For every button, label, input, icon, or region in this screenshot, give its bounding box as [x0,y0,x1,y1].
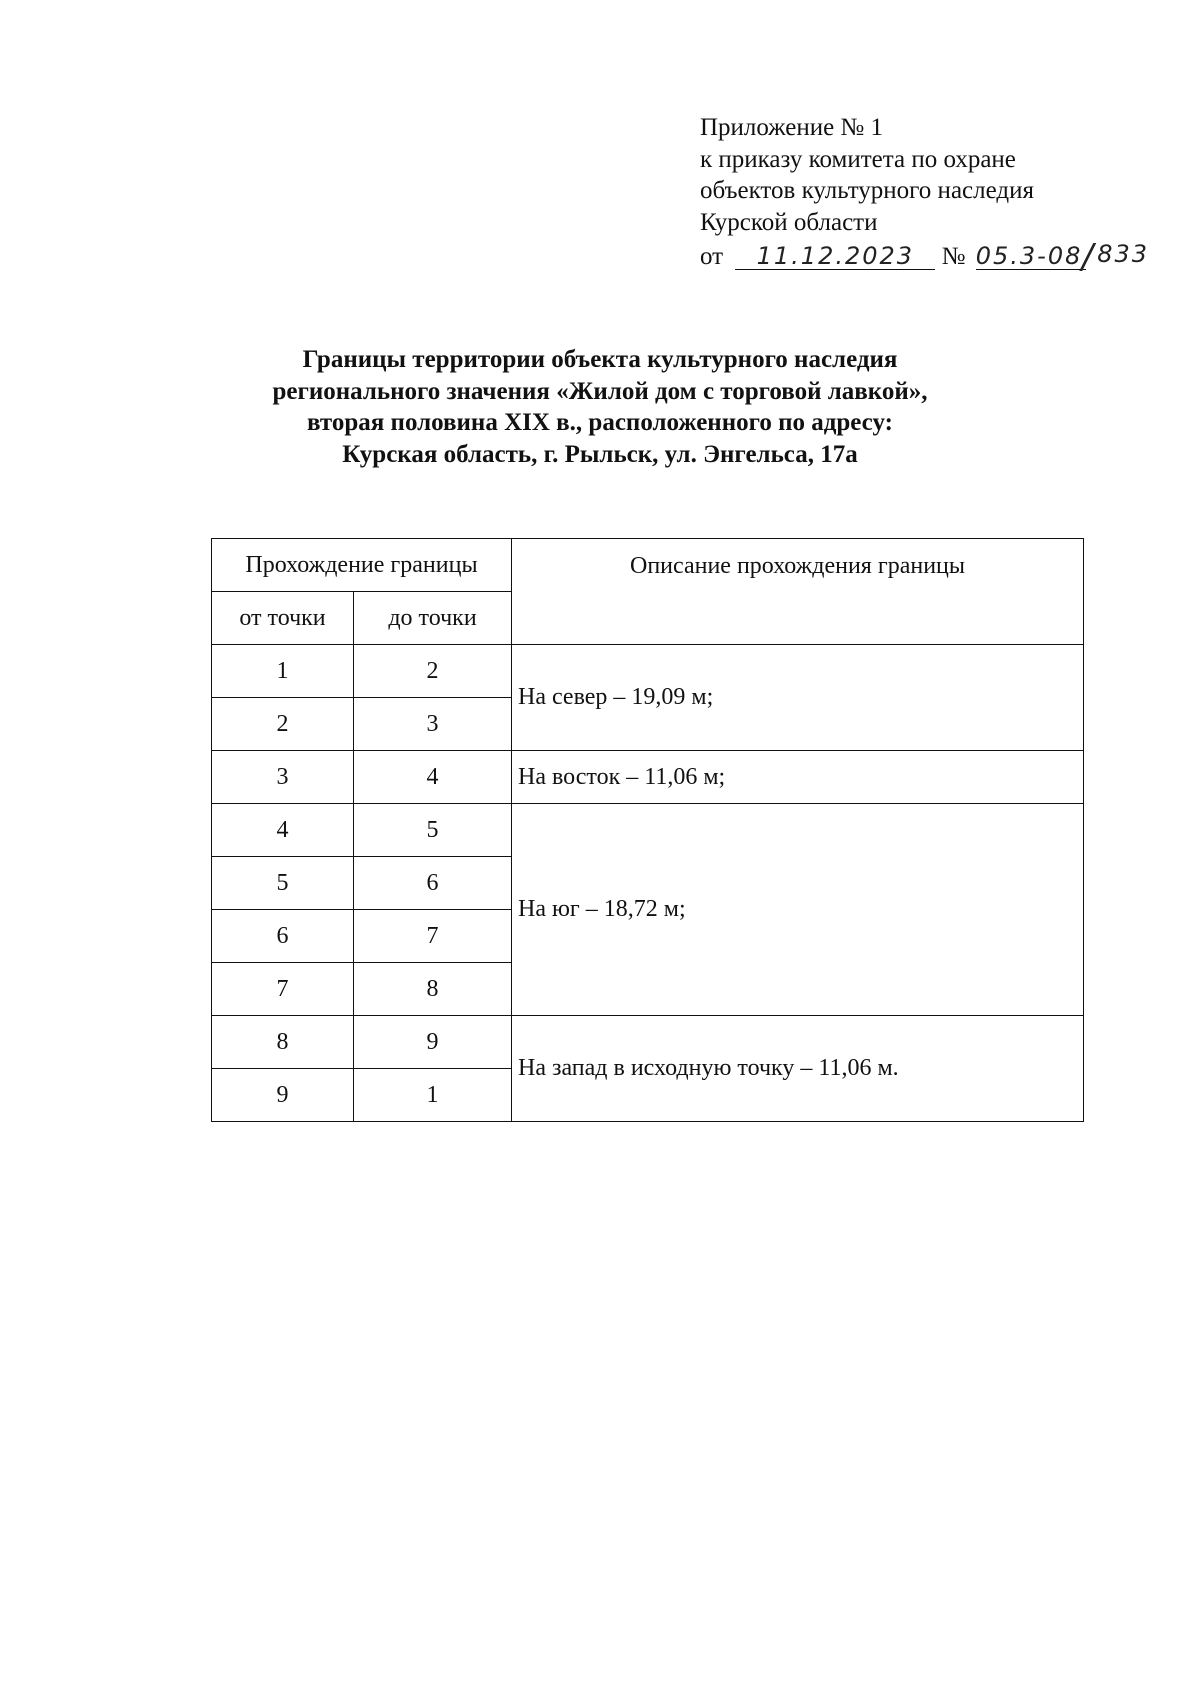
to-point-cell: 6 [354,857,512,910]
to-point-cell: 1 [354,1069,512,1122]
title-line: Курская область, г. Рыльск, ул. Энгельса, 17а [342,440,858,468]
from-point-cell: 9 [212,1069,354,1122]
appendix-line: объектов культурного наследия [700,177,1034,204]
header-description: Описание прохождения границы [512,539,1084,645]
description-cell: На запад в исходную точку – 11,06 м. [512,1016,1084,1122]
to-point-cell: 2 [354,645,512,698]
description-cell: На север – 19,09 м; [512,645,1084,751]
description-cell: На юг – 18,72 м; [512,804,1084,1016]
from-point-cell: 2 [212,698,354,751]
to-point-cell: 8 [354,963,512,1016]
title-line: регионального значения «Жилой дом с торговой лавкой», [272,377,928,405]
to-point-cell: 4 [354,751,512,804]
to-point-cell: 7 [354,910,512,963]
table-header-row [212,539,1084,592]
to-point-cell: 5 [354,804,512,857]
number-label: № [941,243,966,270]
title-line: Границы территории объекта культурного наследия [302,346,898,373]
table-row [212,751,1084,804]
table-row [212,804,1084,857]
description-cell: На восток – 11,06 м; [512,751,1084,804]
from-point-cell: 8 [212,1016,354,1069]
document-title [150,344,1050,470]
header-from-point: от точки [212,592,354,645]
order-date: 11.12.2023 [735,243,935,270]
to-point-cell: 9 [354,1016,512,1069]
boundary-table [211,538,1084,1122]
appendix-line: Курской области [700,208,878,236]
from-point-cell: 7 [212,963,354,1016]
from-point-cell: 4 [212,804,354,857]
order-reference [700,237,1149,277]
order-number: 05.3-08 [976,243,1086,270]
from-point-cell: 6 [212,910,354,963]
table-row [212,645,1084,698]
appendix-line: Приложение № 1 [700,114,884,141]
title-line: вторая половина XIX в., расположенного по адресу: [307,409,893,436]
slash-mark: / [1081,237,1096,277]
from-point-cell: 1 [212,645,354,698]
appendix-line: к приказу комитета по охране [700,145,1016,173]
header-boundary-passage: Прохождение границы [212,539,512,592]
from-label: от [700,243,724,270]
from-point-cell: 3 [212,751,354,804]
header-to-point: до точки [354,592,512,645]
from-point-cell: 5 [212,857,354,910]
appendix-header [700,112,1149,277]
table-row [212,1016,1084,1069]
order-number-suffix: 833 [1097,240,1149,268]
to-point-cell: 3 [354,698,512,751]
